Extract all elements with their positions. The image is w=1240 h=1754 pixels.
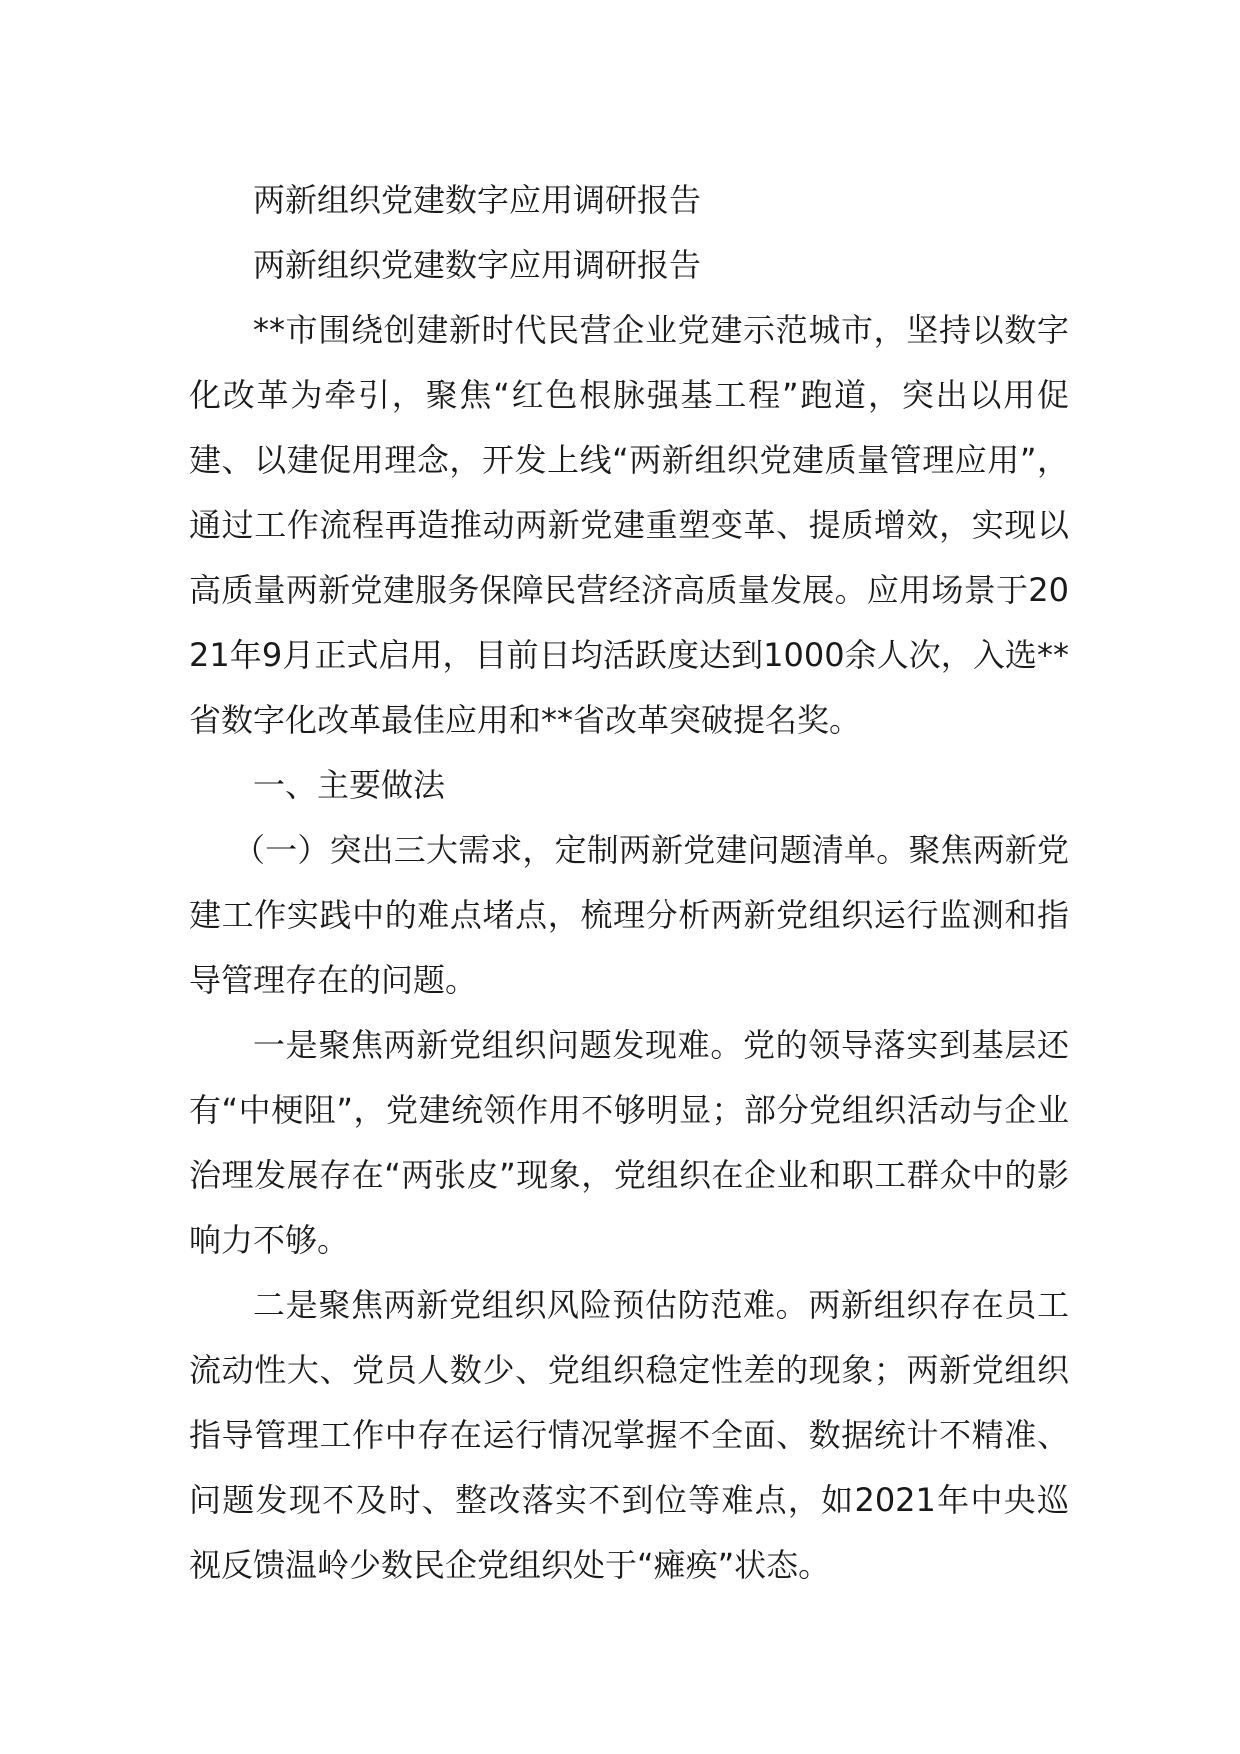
point-paragraph-1: 一是聚焦两新党组织问题发现难。党的领导落实到基层还有“中梗阻”，党建统领作用不够明显；部分党组织活动与企业治理发展存在“两张皮”现象，党组织在企业和职工群众中的影响力不够。 bbox=[189, 1026, 1069, 1259]
intro-paragraph: **市围绕创建新时代民营企业党建示范城市，坚持以数字化改革为牵引，聚焦“红色根脉强基工程”跑道，突出以用促建、以建促用理念，开发上线“两新组织党建质量管理应用”，通过工作流程再造推动两新党建重塑变革、提质增效，实现以高质量两新党建服务保障民营经济高质量发展。应用场景于2021年9月正式启用，目前日均活跃度达到1000余人次，入选**省数字化改革最佳应用和**省改革突破提名奖。 bbox=[189, 311, 1069, 739]
subsection-paragraph: （一）突出三大需求，定制两新党建问题清单。聚焦两新党建工作实践中的难点堵点，梳理分析两新党组织运行监测和指导管理存在的问题。 bbox=[189, 831, 1069, 999]
document-body bbox=[189, 168, 1069, 1598]
point-paragraph-2: 二是聚焦两新党组织风险预估防范难。两新组织存在员工流动性大、党员人数少、党组织稳定性差的现象；两新党组织指导管理工作中存在运行情况掌握不全面、数据统计不精准、问题发现不及时、整改落实不到位等难点，如2021年中央巡视反馈温岭少数民企党组织处于“瘫痪”状态。 bbox=[189, 1286, 1069, 1584]
document-title: 两新组织党建数字应用调研报告 bbox=[253, 181, 702, 219]
section-heading: 一、主要做法 bbox=[253, 766, 446, 804]
document-title-repeat: 两新组织党建数字应用调研报告 bbox=[253, 246, 702, 284]
